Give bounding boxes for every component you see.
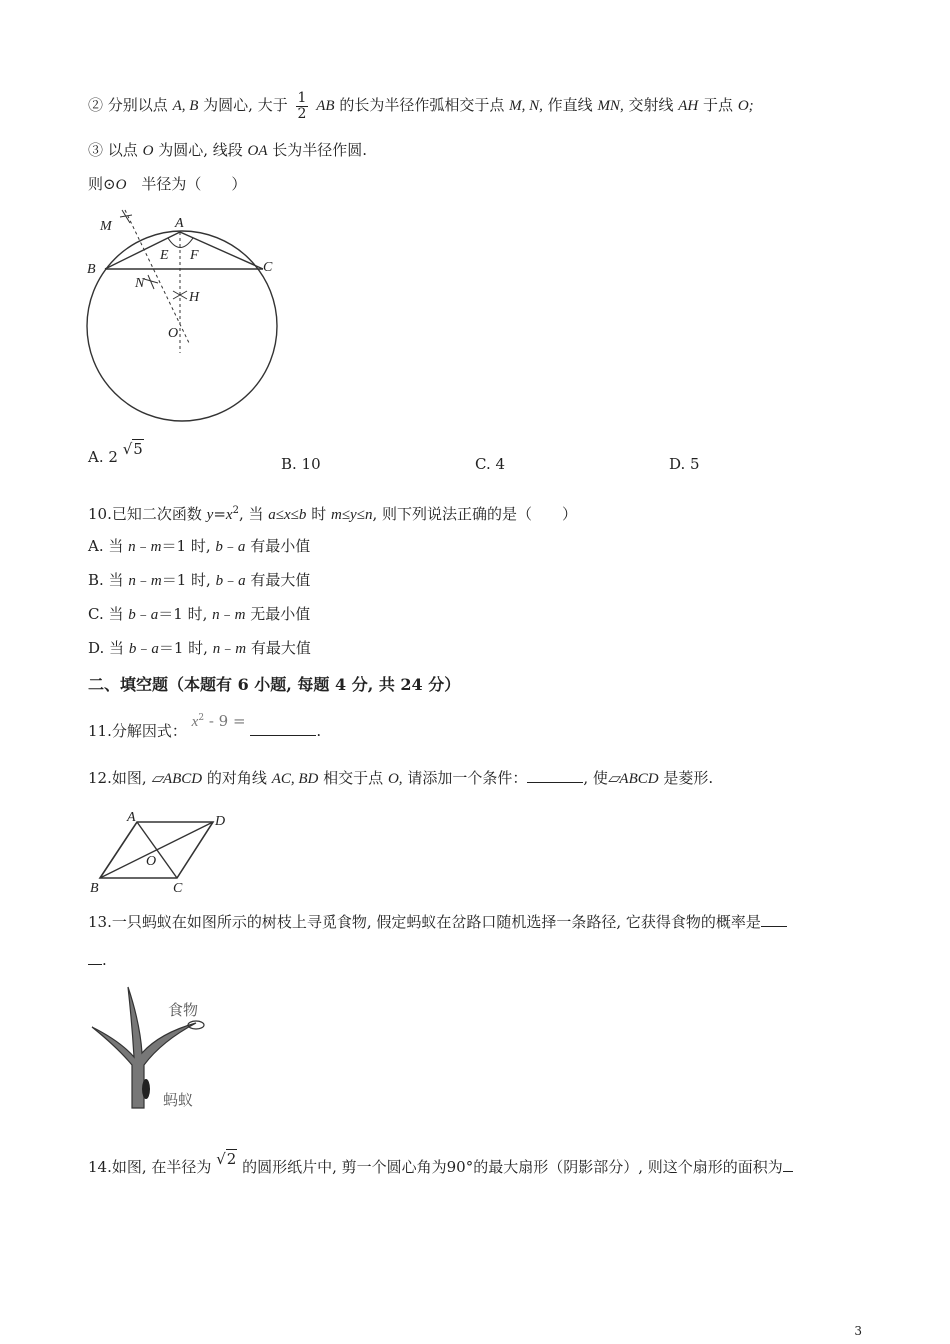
var: n <box>212 641 221 657</box>
line-mn: MN, <box>597 98 624 114</box>
label-d: D <box>215 814 226 829</box>
text: 作直线 <box>547 96 593 114</box>
segment-ab-line <box>105 232 180 269</box>
label-h: H <box>189 290 200 305</box>
text: 是菱形. <box>663 769 714 787</box>
q13-line <box>88 912 787 932</box>
answer-blank-part1[interactable] <box>761 926 787 927</box>
text: ＝1 时, <box>161 537 211 555</box>
exponent: 2 <box>198 713 205 723</box>
condition-y: m≤y≤n <box>330 507 373 523</box>
frac-den: 2 <box>297 105 307 122</box>
answer-blank[interactable] <box>250 735 316 736</box>
text: C. 当 <box>88 605 124 623</box>
text: 如图, 在半径为 <box>111 1158 212 1176</box>
q9-option-c[interactable] <box>475 455 505 473</box>
option-b-text: B. 10 <box>281 455 321 473</box>
text: 有最大值 <box>250 571 311 589</box>
text: 无最小值 <box>250 605 311 623</box>
text: 时 <box>311 505 327 523</box>
text: 有最小值 <box>250 537 311 555</box>
var-y: y <box>206 507 214 523</box>
label-m: M <box>100 219 112 234</box>
points-mn: M, N, <box>509 98 543 114</box>
text: . <box>102 951 107 969</box>
op: ﹣ <box>135 605 151 623</box>
arc-mark-n <box>144 275 158 289</box>
text: , 当 <box>238 505 264 523</box>
text: 为圆心, 线段 <box>158 141 243 159</box>
text: 已知二次函数 <box>111 505 202 523</box>
radicand: 5 <box>133 440 143 458</box>
frac-num: 1 <box>297 89 307 106</box>
var: a <box>238 573 246 589</box>
var: a <box>151 641 159 657</box>
option-d-text: D. 5 <box>669 455 700 473</box>
q13-line2 <box>88 950 107 970</box>
question-number: 12. <box>88 769 112 787</box>
var: a <box>237 539 246 555</box>
var: b <box>128 607 136 623</box>
text: ③ 以点 <box>88 141 138 159</box>
text: A. 当 <box>88 537 124 555</box>
var: b <box>128 641 137 657</box>
exponent: 2 <box>232 505 239 516</box>
var: b <box>215 573 224 589</box>
label-o: O <box>146 854 157 869</box>
question-number: 13. <box>88 913 112 931</box>
option-a-text: A. 2 <box>88 448 118 466</box>
fraction-half <box>296 91 309 122</box>
text: D. 当 <box>88 639 125 657</box>
text: 半径为（ ） <box>126 175 247 193</box>
var-x: x <box>191 714 199 730</box>
parallelogram-name: ▱ABCD <box>151 771 203 787</box>
text: 的最大扇形（阴影部分）, 则这个扇形的面积为 <box>473 1158 783 1176</box>
parallelogram-name: ▱ABCD <box>607 771 659 787</box>
text: 的对角线 <box>206 769 267 787</box>
page-number: 3 <box>854 1324 862 1338</box>
points-ab: A, B <box>172 98 199 114</box>
q9-option-d[interactable] <box>669 455 700 473</box>
label-a: A <box>175 216 184 231</box>
q12-line <box>88 768 713 789</box>
radicand: 2 <box>226 1150 237 1168</box>
var: n <box>128 539 136 555</box>
q14-line <box>88 1150 793 1184</box>
point-o: O <box>115 177 127 193</box>
step2-line <box>88 88 754 122</box>
label-a: A <box>127 810 136 825</box>
diagonals: AC, BD <box>271 771 319 787</box>
op: ﹣ <box>136 639 152 657</box>
text: 交射线 <box>628 96 674 114</box>
q10-option-b[interactable] <box>88 570 310 591</box>
point-o: O; <box>737 98 754 114</box>
label-b: B <box>87 262 96 277</box>
text: ② 分别以点 <box>88 96 168 114</box>
label-c: C <box>173 881 183 896</box>
text: , 使 <box>583 769 608 787</box>
text: 的长为半径作弧相交于点 <box>339 96 505 114</box>
answer-blank[interactable] <box>783 1171 793 1172</box>
q9-option-b[interactable] <box>281 455 321 473</box>
question-number: 14. <box>88 1158 112 1176</box>
question-number: 11. <box>88 722 112 740</box>
sqrt-5: √5 <box>122 440 143 458</box>
var: a <box>150 607 159 623</box>
label-food: 食物 <box>168 1001 199 1019</box>
option-c-text: C. 4 <box>475 455 506 473</box>
step3-line <box>88 140 367 161</box>
op: ﹣ <box>135 537 151 555</box>
text: , 则下列说法正确的是（ ） <box>372 505 577 523</box>
q10-stem <box>88 501 577 525</box>
answer-blank[interactable] <box>527 782 583 783</box>
figure-circle-construction <box>80 205 290 430</box>
text: B. 当 <box>88 571 124 589</box>
op: ﹣ <box>219 605 235 623</box>
var: m <box>150 573 162 589</box>
figure-ant-tree <box>88 983 218 1113</box>
q10-option-c[interactable] <box>88 604 310 625</box>
text: 请添加一个条件： <box>407 769 528 787</box>
text: 长为半径作圆. <box>272 141 368 159</box>
q9-ask <box>88 174 246 195</box>
var: n <box>212 607 220 623</box>
question-number: 10. <box>88 505 112 523</box>
label-c: C <box>263 260 273 275</box>
text: 相交于点 <box>323 769 384 787</box>
text: 则⊙ <box>88 175 116 193</box>
q10-option-a[interactable] <box>88 536 310 557</box>
text: 的圆形纸片中, 剪一个圆心角为 <box>242 1158 447 1176</box>
label-b: B <box>90 881 99 896</box>
text: = <box>213 505 226 523</box>
label-f: F <box>190 248 199 263</box>
q10-option-d[interactable] <box>88 638 311 659</box>
label-o: O <box>168 326 179 341</box>
q11-line <box>88 713 321 743</box>
q9-option-a[interactable] <box>88 440 144 466</box>
section-title: 二、填空题（本题有 6 小题, 每题 4 分, 共 24 分） <box>88 675 461 694</box>
ant-icon <box>142 1079 150 1099</box>
op: ﹣ <box>223 571 239 589</box>
text: ＝1 时, <box>158 605 208 623</box>
op: ﹣ <box>222 537 238 555</box>
ray-ah: AH <box>678 98 699 114</box>
text: 为圆心, 大于 <box>203 96 288 114</box>
point-o: O, <box>387 771 403 787</box>
angle-value: 90° <box>446 1158 474 1176</box>
text: . <box>316 722 322 740</box>
label-ant: 蚂蚁 <box>163 1091 194 1109</box>
text: ＝1 时, <box>161 571 211 589</box>
var: m <box>235 641 247 657</box>
op: ﹣ <box>135 571 151 589</box>
label-e: E <box>160 248 169 263</box>
var: m <box>150 539 162 555</box>
var: b <box>215 539 223 555</box>
text: 如图, <box>111 769 147 787</box>
text: 一只蚂蚁在如图所示的树枝上寻觅食物, 假定蚂蚁在岔路口随机选择一条路径, 它获得食物的概率是 <box>111 913 761 931</box>
diagonal-bd <box>100 822 213 878</box>
op: ﹣ <box>220 639 236 657</box>
var: n <box>128 573 136 589</box>
var-x: x <box>225 507 233 523</box>
q11-expression <box>192 712 246 730</box>
segment-oa: OA <box>247 143 268 159</box>
text: ＝1 时, <box>158 639 208 657</box>
text: 有最大值 <box>250 639 311 657</box>
segment-ab: AB <box>316 98 335 114</box>
circle-o <box>87 231 277 421</box>
text: 分解因式： <box>111 722 187 740</box>
text: - 9 = <box>204 712 246 730</box>
answer-blank-part2[interactable] <box>88 964 102 965</box>
figure-parallelogram <box>85 808 235 898</box>
text: 于点 <box>703 96 734 114</box>
point-o: O <box>142 143 154 159</box>
sqrt-2: √2 <box>216 1150 237 1168</box>
condition-x: a≤x≤b <box>268 507 307 523</box>
label-n: N <box>135 276 145 291</box>
var: m <box>234 607 246 623</box>
